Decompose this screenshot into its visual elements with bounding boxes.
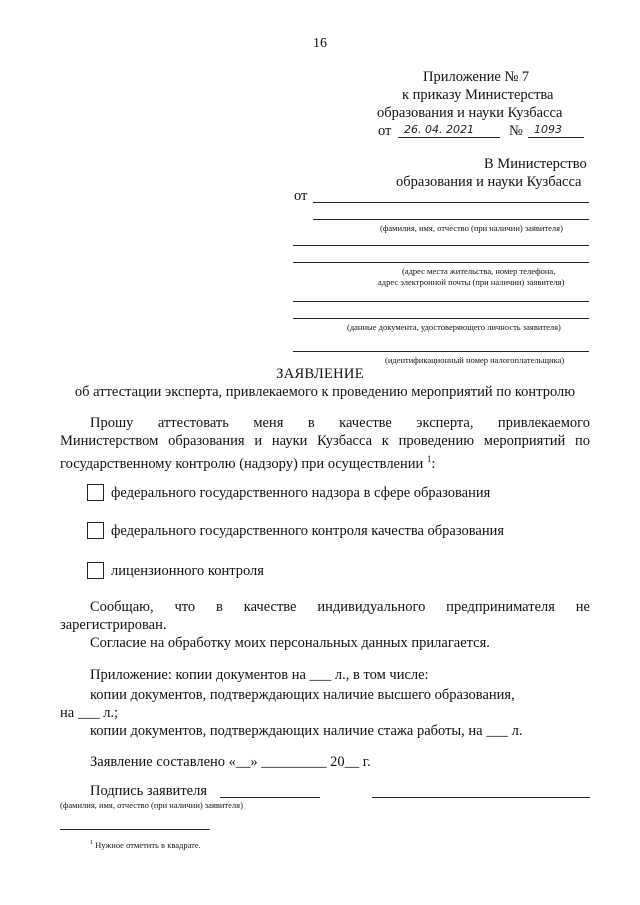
attachment-line-4: копии документов, подтверждающих наличие стажа работы, на ___ л.: [90, 723, 523, 739]
request-line-3: [60, 451, 435, 473]
appendix-number-prefix: №: [509, 123, 523, 139]
hint-name: (фамилия, имя, отчество (при наличии) заявителя): [380, 223, 563, 233]
checkbox-licensing-control[interactable]: [87, 562, 104, 579]
document-subtitle: об аттестации эксперта, привлекаемого к проведению мероприятий по контролю: [74, 384, 576, 400]
statement-date-line: Заявление составлено «__» _________ 20__ г.: [90, 754, 371, 770]
document-line-1: [293, 301, 589, 302]
option-licensing-control-label: лицензионного контроля: [111, 563, 264, 579]
hint-address-2: адрес электронной почты (при наличии) заявителя): [378, 277, 565, 287]
page-number: 16: [313, 36, 327, 51]
footnote-text: Нужное отметить в квадрате.: [95, 839, 201, 850]
checkbox-supervision[interactable]: [87, 484, 104, 501]
footnote-mark: 1: [90, 840, 93, 846]
option-quality-control-label: федерального государственного контроля качества образования: [111, 523, 505, 539]
addressee-line1: В Министерство: [484, 156, 587, 172]
appendix-date-value: 26. 04. 2021: [404, 123, 474, 136]
request-line-3-text: государственному контролю (надзору) при осуществлении: [60, 455, 424, 472]
attachment-line-2: копии документов, подтверждающих наличие высшего образования,: [90, 687, 515, 703]
attachment-line-3: на ___ л.;: [60, 705, 119, 721]
appendix-date-line: [398, 137, 500, 138]
footnote-ref: 1: [426, 454, 432, 464]
footnote: [90, 838, 201, 850]
from-line-2: [313, 219, 589, 220]
signature-label: Подпись заявителя: [90, 783, 207, 799]
footnote-separator: [60, 829, 210, 830]
report-line-1: Сообщаю, что в качестве индивидуального предпринимателя не: [90, 599, 590, 615]
option-supervision-label: федерального государственного надзора в сфере образования: [111, 485, 491, 501]
inn-line: [293, 351, 589, 352]
appendix-date-prefix: от: [378, 123, 392, 139]
from-label: от: [294, 188, 308, 204]
signature-line: [220, 797, 320, 798]
from-line-1: [313, 202, 589, 203]
consent-line: Согласие на обработку моих персональных данных прилагается.: [90, 635, 490, 651]
addressee-line2: образования и науки Кузбасса: [396, 174, 582, 190]
appendix-title: Приложение № 7: [423, 69, 530, 85]
report-line-2: зарегистрирован.: [60, 617, 167, 633]
signature-hint: (фамилия, имя, отчество (при наличии) заявителя): [60, 800, 243, 810]
address-line-1: [293, 245, 589, 246]
address-line-2: [293, 262, 589, 263]
appendix-number-line: [528, 137, 584, 138]
hint-inn: (идентификационный номер налогоплательщика): [385, 355, 565, 365]
hint-document: (данные документа, удостоверяющего личность заявителя): [347, 322, 561, 332]
appendix-ministry-line: образования и науки Кузбасса: [377, 105, 563, 121]
document-title: ЗАЯВЛЕНИЕ: [276, 366, 364, 382]
document-line-2: [293, 318, 589, 319]
appendix-number-value: 1093: [534, 123, 562, 136]
hint-address-1: (адрес места жительства, номер телефона,: [402, 266, 556, 276]
request-line-3-end: :: [431, 455, 436, 472]
attachment-line-1: Приложение: копии документов на ___ л., в том числе:: [90, 667, 429, 683]
checkbox-quality-control[interactable]: [87, 522, 104, 539]
appendix-order-line: к приказу Министерства: [402, 87, 554, 103]
request-line-1: Прошу аттестовать меня в качестве эксперта, привлекаемого: [90, 415, 590, 431]
request-line-2: Министерством образования и науки Кузбасса к проведению мероприятий по: [60, 433, 590, 449]
signature-name-line: [372, 797, 590, 798]
